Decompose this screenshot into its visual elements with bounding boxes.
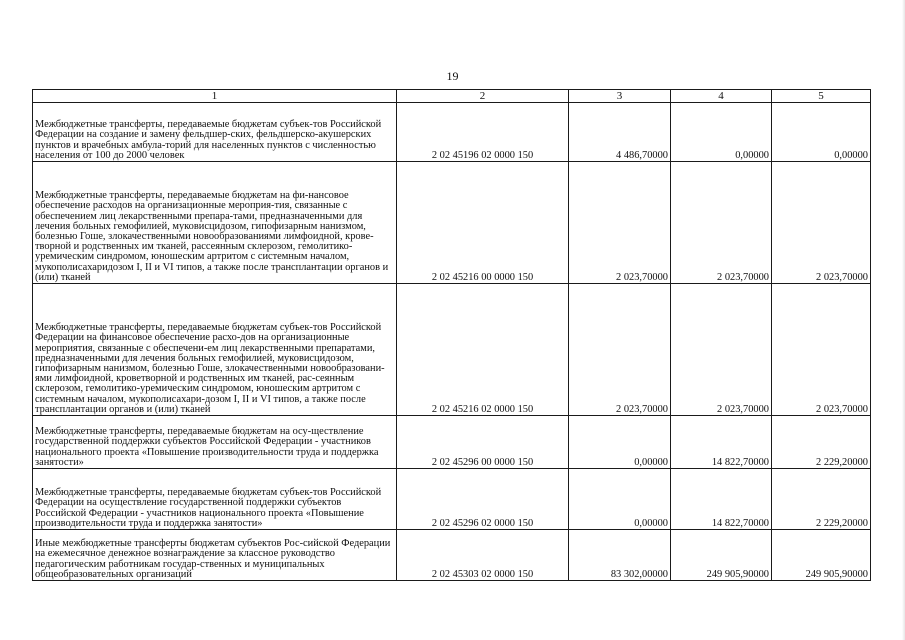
table-header-row <box>33 90 871 103</box>
row-description: Межбюджетные трансферты, передаваемые бюджетам субъек-тов Российской Федерации на финансовое обеспечение расхо-дов на организационные мероприятия, связанные с обеспечени-ем лиц лекарственными препаратами, предназначенными для лечения больных гемофилией, муковисцидозом, гипофизарным нанизмом, болезнью Гоше, злокачественными новообразовани-ями лимфоидной, кроветворной и родственных им тканей, рас-сеянным склерозом, гемолитико-уремическим синдромом, юношеским артритом с системным началом, мукополисахари-дозом I, II и VI типов, а также после трансплантации органов и (или) тканей <box>33 284 397 416</box>
amount-col3: 83 302,00000 <box>569 530 671 581</box>
amount-col5: 2 023,70000 <box>772 162 871 284</box>
table-row <box>33 284 871 416</box>
amount-col5: 2 229,20000 <box>772 416 871 469</box>
amount-col3: 2 023,70000 <box>569 284 671 416</box>
budget-classification-code: 2 02 45296 02 0000 150 <box>397 469 569 530</box>
column-header-3: 3 <box>569 90 671 103</box>
budget-classification-code: 2 02 45216 00 0000 150 <box>397 162 569 284</box>
amount-col4: 14 822,70000 <box>671 469 772 530</box>
row-description: Межбюджетные трансферты, передаваемые бюджетам на фи-нансовое обеспечение расходов на организационные мероприя-тия, связанные с обеспечением лиц лекарственными препара-тами, предназначенными для лечения больных гемофилией, муковисцидозом, гипофизарным нанизмом, болезнью Гоше, злокачественными новообразованиями лимфоидной, крове-творной и родственных им тканей, рассеянным склерозом, гемолитико-уремическим синдромом, юношеским артритом с системным началом, мукополисахаридозом I, II и VI типов, а также после трансплантации органов и (или) тканей <box>33 162 397 284</box>
column-header-5: 5 <box>772 90 871 103</box>
amount-col4: 14 822,70000 <box>671 416 772 469</box>
table-row <box>33 416 871 469</box>
amount-col3: 4 486,70000 <box>569 103 671 162</box>
row-description: Межбюджетные трансферты, передаваемые бюджетам субъек-тов Российской Федерации на осуществление государственной поддержки субъектов Российской Федерации - участников национального проекта «Повышение производительности труда и поддержка занятости» <box>33 469 397 530</box>
budget-classification-code: 2 02 45303 02 0000 150 <box>397 530 569 581</box>
amount-col3: 2 023,70000 <box>569 162 671 284</box>
page-number: 19 <box>446 69 459 83</box>
budget-classification-code: 2 02 45296 00 0000 150 <box>397 416 569 469</box>
amount-col4: 0,00000 <box>671 103 772 162</box>
column-header-2: 2 <box>397 90 569 103</box>
amount-col5: 2 023,70000 <box>772 284 871 416</box>
row-description: Иные межбюджетные трансферты бюджетам субъектов Рос-сийской Федерации на ежемесячное денежное вознаграждение за классное руководство педагогическим работникам государ-ственных и муниципальных общеобразовательных организаций <box>33 530 397 581</box>
table-row <box>33 162 871 284</box>
budget-classification-code: 2 02 45216 02 0000 150 <box>397 284 569 416</box>
column-header-1: 1 <box>33 90 397 103</box>
column-header-4: 4 <box>671 90 772 103</box>
budget-transfers-table <box>32 89 871 581</box>
amount-col5: 2 229,20000 <box>772 469 871 530</box>
amount-col5: 249 905,90000 <box>772 530 871 581</box>
amount-col4: 2 023,70000 <box>671 284 772 416</box>
amount-col4: 2 023,70000 <box>671 162 772 284</box>
row-description: Межбюджетные трансферты, передаваемые бюджетам субъек-тов Российской Федерации на создание и замену фельдшер-ских, фельдшерско-акушерских пунктов и врачебных амбула-торий для населенных пунктов с численностью населения от 100 до 2000 человек <box>33 103 397 162</box>
row-description: Межбюджетные трансферты, передаваемые бюджетам на осу-ществление государственной поддержки субъектов Российской Федерации - участников национального проекта «Повышение производительности труда и поддержка занятости» <box>33 416 397 469</box>
amount-col5: 0,00000 <box>772 103 871 162</box>
amount-col4: 249 905,90000 <box>671 530 772 581</box>
amount-col3: 0,00000 <box>569 416 671 469</box>
budget-classification-code: 2 02 45196 02 0000 150 <box>397 103 569 162</box>
table-row <box>33 469 871 530</box>
amount-col3: 0,00000 <box>569 469 671 530</box>
table-row <box>33 103 871 162</box>
table-row <box>33 530 871 581</box>
